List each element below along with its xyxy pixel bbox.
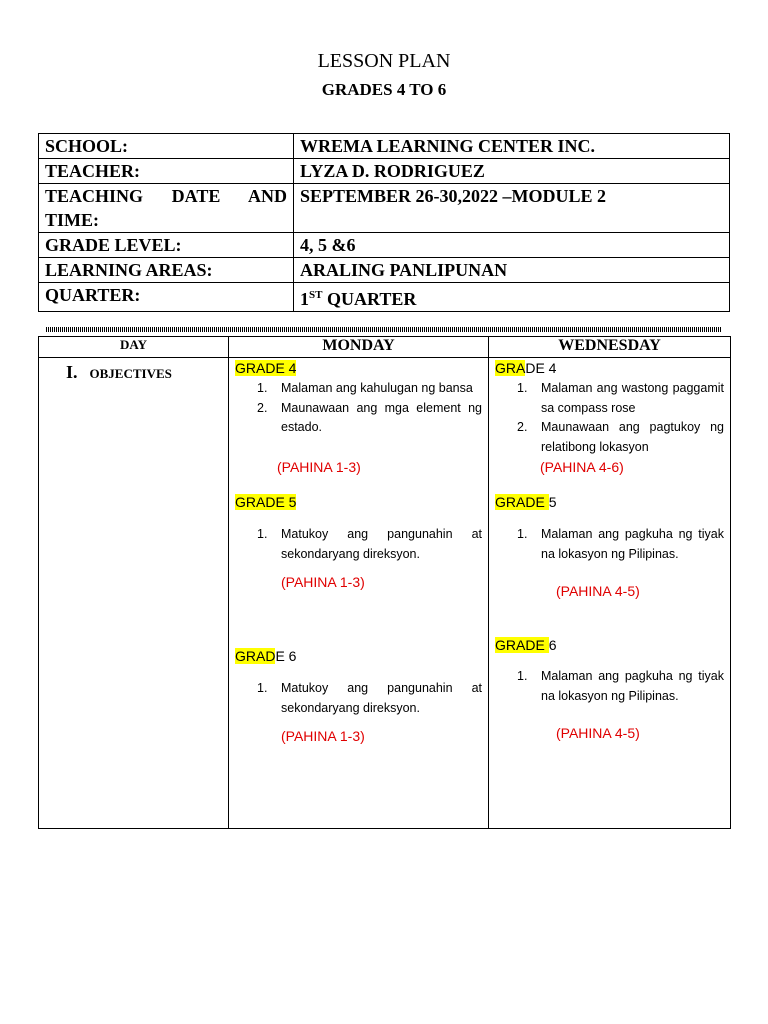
info-value: 4, 5 &6 bbox=[294, 233, 730, 258]
grade-label bbox=[495, 494, 556, 510]
grade-label-highlight: GRADE bbox=[495, 494, 549, 510]
info-row-date bbox=[39, 184, 730, 233]
page-reference: (PAHINA 1-3) bbox=[277, 459, 361, 475]
info-row-school bbox=[39, 134, 730, 159]
list-number: 2. bbox=[517, 420, 528, 434]
grade-label bbox=[235, 494, 296, 510]
list-item bbox=[489, 418, 730, 457]
info-value: SEPTEMBER 26-30,2022 –MODULE 2 bbox=[294, 184, 730, 233]
info-label: LEARNING AREAS: bbox=[39, 258, 294, 283]
grade-label-highlight: GRA bbox=[495, 360, 526, 376]
list-number: 1. bbox=[257, 681, 268, 695]
info-label: TEACHER: bbox=[39, 159, 294, 184]
objectives-label: OBJECTIVES bbox=[89, 366, 172, 381]
list-item bbox=[489, 379, 730, 418]
grade-label-highlight: GRAD bbox=[235, 648, 276, 664]
objectives-row bbox=[39, 358, 731, 829]
list-text: Malaman ang wastong paggamit sa compass rose bbox=[541, 381, 724, 415]
list-number: 2. bbox=[257, 400, 268, 415]
page-reference: (PAHINA 4-5) bbox=[556, 583, 640, 599]
list-item bbox=[489, 667, 730, 706]
info-label: GRADE LEVEL: bbox=[39, 233, 294, 258]
list-item bbox=[489, 525, 730, 564]
quarter-text: QUARTER bbox=[322, 289, 417, 309]
info-label: TEACHING DATE AND TIME: bbox=[39, 184, 294, 233]
day-header: DAY bbox=[39, 337, 229, 358]
plan-header-row bbox=[39, 337, 731, 358]
info-row-grade bbox=[39, 233, 730, 258]
list-text: Maunawaan ang pagtukoy ng relatibong lokasyon bbox=[541, 420, 724, 454]
grade-label-rest: 6 bbox=[548, 637, 557, 653]
list-item bbox=[229, 525, 488, 564]
objective-list bbox=[229, 379, 488, 438]
monday-cell bbox=[229, 358, 489, 829]
objective-list bbox=[489, 379, 730, 457]
info-value: LYZA D. RODRIGUEZ bbox=[294, 159, 730, 184]
info-row-quarter bbox=[39, 283, 730, 312]
objective-list bbox=[229, 525, 488, 564]
wednesday-cell bbox=[489, 358, 731, 829]
info-value bbox=[294, 283, 730, 312]
list-text: Malaman ang pagkuha ng tiyak na lokasyon ng Pilipinas. bbox=[541, 527, 724, 561]
objectives-cell bbox=[39, 358, 229, 829]
grade-label-highlight: GRADE 5 bbox=[235, 494, 297, 510]
quarter-suffix: ST bbox=[309, 289, 323, 301]
objectives-numeral: I. bbox=[66, 362, 78, 382]
list-number: 1. bbox=[257, 381, 268, 395]
info-value: ARALING PANLIPUNAN bbox=[294, 258, 730, 283]
grade-label-highlight: GRADE bbox=[495, 637, 549, 653]
list-item bbox=[229, 679, 488, 718]
grade-label-rest: DE 4 bbox=[525, 360, 557, 376]
quarter-number: 1 bbox=[300, 289, 309, 309]
list-text: Malaman ang kahulugan ng bansa bbox=[281, 381, 473, 395]
plan-table bbox=[38, 336, 731, 829]
page-reference: (PAHINA 4-6) bbox=[540, 459, 624, 475]
list-item bbox=[229, 399, 488, 438]
info-table bbox=[38, 133, 730, 312]
list-text: Malaman ang pagkuha ng tiyak na lokasyon ng Pilipinas. bbox=[541, 669, 724, 703]
objective-list bbox=[229, 679, 488, 718]
list-number: 1. bbox=[517, 669, 528, 683]
grade-label-highlight: GRADE 4 bbox=[235, 360, 297, 376]
list-number: 1. bbox=[257, 527, 268, 541]
page-reference: (PAHINA 1-3) bbox=[281, 728, 365, 744]
list-text: Matukoy ang pangunahin at sekondaryang direksyon. bbox=[281, 527, 482, 561]
monday-header: MONDAY bbox=[229, 337, 489, 358]
list-number: 1. bbox=[517, 381, 528, 395]
info-label: SCHOOL: bbox=[39, 134, 294, 159]
objective-list bbox=[489, 525, 730, 564]
wednesday-header: WEDNESDAY bbox=[489, 337, 731, 358]
info-row-teacher bbox=[39, 159, 730, 184]
grade-label-rest: 5 bbox=[548, 494, 557, 510]
grade-label bbox=[235, 360, 296, 376]
list-item bbox=[229, 379, 488, 399]
list-text: Maunawaan ang mga element ng estado. bbox=[281, 400, 482, 434]
info-row-areas bbox=[39, 258, 730, 283]
list-text: Matukoy ang pangunahin at sekondaryang direksyon. bbox=[281, 681, 482, 715]
grade-label bbox=[235, 648, 296, 664]
grade-label-rest: E 6 bbox=[275, 648, 297, 664]
page-reference: (PAHINA 4-5) bbox=[556, 725, 640, 741]
info-label: QUARTER: bbox=[39, 283, 294, 312]
objective-list bbox=[489, 667, 730, 706]
document-subtitle: GRADES 4 TO 6 bbox=[321, 80, 447, 99]
grade-label bbox=[495, 360, 556, 376]
grade-label bbox=[495, 637, 556, 653]
document-title: LESSON PLAN bbox=[317, 50, 451, 72]
list-number: 1. bbox=[517, 527, 528, 541]
info-value: WREMA LEARNING CENTER INC. bbox=[294, 134, 730, 159]
page-reference: (PAHINA 1-3) bbox=[281, 574, 365, 590]
dotted-divider bbox=[46, 327, 722, 332]
